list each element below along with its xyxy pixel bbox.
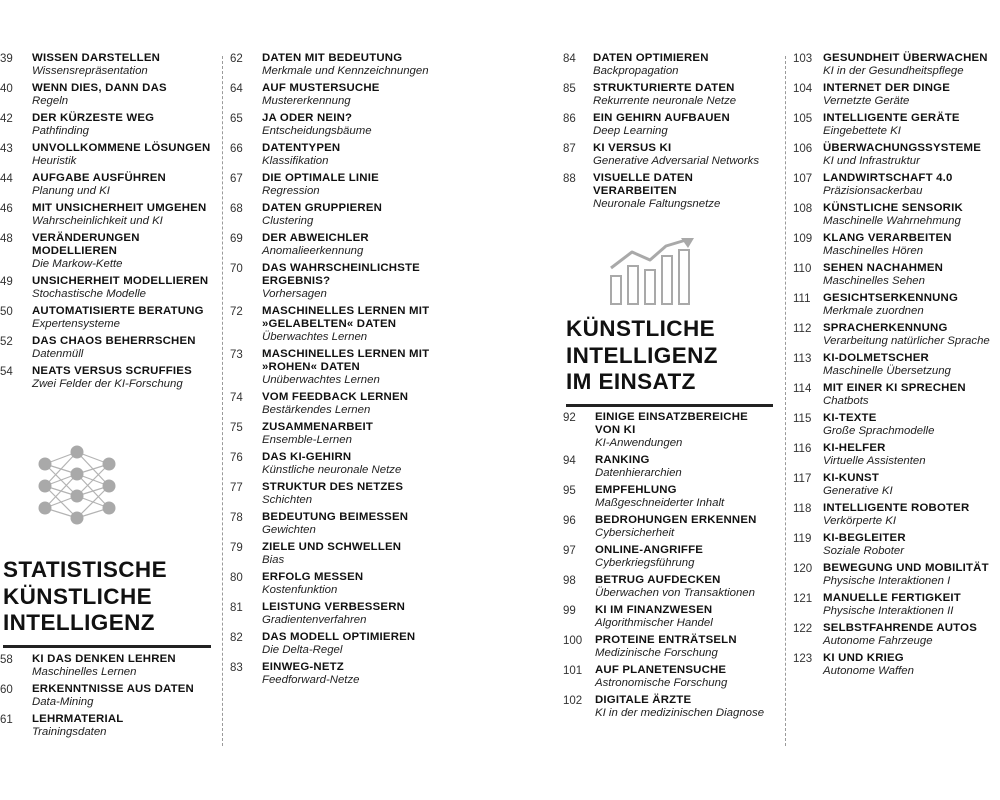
toc-entry[interactable] <box>793 322 1000 348</box>
entry-subtitle: Medizinische Forschung <box>595 647 718 659</box>
entry-subtitle: Verkörperte KI <box>823 515 897 527</box>
entry-subtitle: Astronomische Forschung <box>595 677 728 689</box>
entry-subtitle: Vernetzte Geräte <box>823 95 910 107</box>
entry-title: STRUKTURIERTE DATEN <box>593 82 735 94</box>
bar-chart-trend-icon <box>608 238 703 306</box>
page-number: 103 <box>793 53 813 65</box>
page-number: 61 <box>0 714 13 726</box>
entry-subtitle: Wissensrepräsentation <box>32 65 148 77</box>
entry-subtitle: Algorithmischer Handel <box>595 617 713 629</box>
page-number: 114 <box>793 383 812 395</box>
entry-subtitle: Gradientenverfahren <box>262 614 367 626</box>
page-number: 75 <box>230 422 243 434</box>
entry-title: ERKENNTNISSE AUS DATEN <box>32 683 194 695</box>
entry-subtitle: Maschinelles Hören <box>823 245 924 257</box>
entry-title: VERÄNDERUNGEN MODELLIEREN <box>32 232 140 257</box>
toc-entry[interactable] <box>793 292 1000 318</box>
page-number: 62 <box>230 53 243 65</box>
entry-title: LANDWIRTSCHAFT 4.0 <box>823 172 953 184</box>
entry-subtitle: Wahrscheinlichkeit und KI <box>32 215 163 227</box>
entry-subtitle: Überwachen von Transaktionen <box>595 587 755 599</box>
entry-title: DAS WAHRSCHEINLICHSTE ERGEBNIS? <box>262 262 420 287</box>
toc-entry[interactable] <box>563 634 778 660</box>
page-number: 102 <box>563 695 583 707</box>
toc-entry[interactable] <box>230 305 540 344</box>
page-number: 95 <box>563 485 576 497</box>
toc-entry[interactable] <box>0 683 215 709</box>
page-number: 87 <box>563 143 576 155</box>
entry-title: EIN GEHIRN AUFBAUEN <box>593 112 730 124</box>
entry-title: KI-HELFER <box>823 442 886 454</box>
toc-entry[interactable] <box>793 172 1000 198</box>
page-number: 113 <box>793 353 812 365</box>
entry-title: SELBSTFAHRENDE AUTOS <box>823 622 977 634</box>
entry-subtitle: Backpropagation <box>593 65 679 77</box>
entry-subtitle: Physische Interaktionen II <box>823 605 954 617</box>
entry-title: KI-BEGLEITER <box>823 532 906 544</box>
entry-title: INTERNET DER DINGE <box>823 82 951 94</box>
page-number: 81 <box>230 602 243 614</box>
toc-entry[interactable] <box>793 442 1000 468</box>
entry-title: INTELLIGENTE GERÄTE <box>823 112 960 124</box>
toc-entry[interactable] <box>0 305 215 331</box>
entry-title: ONLINE-ANGRIFFE <box>595 544 704 556</box>
entry-title: KI UND KRIEG <box>823 652 904 664</box>
toc-entry[interactable] <box>0 232 215 271</box>
toc-entry[interactable] <box>0 112 215 138</box>
entry-title: BETRUG AUFDECKEN <box>595 574 721 586</box>
toc-entry[interactable] <box>793 82 1000 108</box>
entry-subtitle: Feedforward-Netze <box>262 674 360 686</box>
entry-subtitle: Schichten <box>262 494 313 506</box>
toc-entry[interactable] <box>230 661 540 687</box>
entry-title: KI DAS DENKEN LEHREN <box>32 653 176 665</box>
toc-entry[interactable] <box>793 652 1000 678</box>
toc-entry[interactable] <box>230 421 540 447</box>
page-number: 96 <box>563 515 576 527</box>
toc-entry[interactable] <box>793 232 1000 258</box>
entry-subtitle: Neuronale Faltungsnetze <box>593 198 721 210</box>
toc-column-3-bottom <box>563 411 778 724</box>
page-number: 42 <box>0 113 13 125</box>
page-number: 116 <box>793 443 812 455</box>
toc-entry[interactable] <box>230 82 540 108</box>
page-number: 46 <box>0 203 13 215</box>
entry-subtitle: Bestärkendes Lernen <box>262 404 371 416</box>
entry-title: STRUKTUR DES NETZES <box>262 481 404 493</box>
entry-subtitle: Generative Adversarial Networks <box>593 155 760 167</box>
page-number: 74 <box>230 392 243 404</box>
page-number: 107 <box>793 173 813 185</box>
page-number: 80 <box>230 572 243 584</box>
entry-title: WENN DIES, DANN DAS <box>32 82 167 94</box>
entry-title: VOM FEEDBACK LERNEN <box>262 391 409 403</box>
toc-entry[interactable] <box>230 172 540 198</box>
entry-title: DATEN OPTIMIEREN <box>593 52 709 64</box>
toc-column-4 <box>793 52 1000 682</box>
toc-entry[interactable] <box>230 511 540 537</box>
entry-subtitle: Soziale Roboter <box>823 545 905 557</box>
toc-entry[interactable] <box>793 52 1000 78</box>
page-number: 52 <box>0 336 13 348</box>
page-number: 66 <box>230 143 243 155</box>
page-number: 115 <box>793 413 812 425</box>
toc-entry[interactable] <box>793 202 1000 228</box>
entry-title: AUF MUSTERSUCHE <box>262 82 380 94</box>
entry-subtitle: Verarbeitung natürlicher Sprache <box>823 335 990 347</box>
entry-subtitle: Pathfinding <box>32 125 89 137</box>
toc-entry[interactable] <box>230 541 540 567</box>
entry-subtitle: Gewichten <box>262 524 316 536</box>
entry-subtitle: Generative KI <box>823 485 893 497</box>
page-number: 105 <box>793 113 813 125</box>
page-number: 43 <box>0 143 13 155</box>
toc-entry[interactable] <box>563 544 778 570</box>
toc-entry[interactable] <box>230 112 540 138</box>
page-number: 88 <box>563 173 576 185</box>
entry-title: RANKING <box>595 454 650 466</box>
entry-title: KI-TEXTE <box>823 412 877 424</box>
toc-entry[interactable] <box>230 481 540 507</box>
entry-title: DAS CHAOS BEHERRSCHEN <box>32 335 196 347</box>
page-number: 112 <box>793 323 812 335</box>
page-number: 58 <box>0 654 13 666</box>
entry-subtitle: Klassifikation <box>262 155 329 167</box>
page-number: 121 <box>793 593 813 605</box>
entry-subtitle: Zwei Felder der KI-Forschung <box>32 378 183 390</box>
toc-entry[interactable] <box>0 202 215 228</box>
page-number: 82 <box>230 632 243 644</box>
toc-entry[interactable] <box>230 631 540 657</box>
entry-title: DATENTYPEN <box>262 142 341 154</box>
page-number: 60 <box>0 684 13 696</box>
toc-entry[interactable] <box>0 172 215 198</box>
toc-entry[interactable] <box>563 411 778 450</box>
toc-column-3 <box>563 52 778 215</box>
entry-title: ZUSAMMENARBEIT <box>262 421 374 433</box>
entry-subtitle: Stochastische Modelle <box>32 288 146 300</box>
page-number: 109 <box>793 233 813 245</box>
toc-entry[interactable] <box>230 142 540 168</box>
toc-entry[interactable] <box>793 112 1000 138</box>
toc-entry[interactable] <box>793 562 1000 588</box>
entry-title: DER ABWEICHLER <box>262 232 369 244</box>
section-title-statistische-ki: STATISTISCHE KÜNSTLICHE INTELLIGENZ <box>3 557 211 648</box>
page-number: 85 <box>563 83 576 95</box>
toc-entry[interactable] <box>563 514 778 540</box>
page-number: 123 <box>793 653 813 665</box>
entry-title: MIT UNSICHERHEIT UMGEHEN <box>32 202 207 214</box>
entry-subtitle: Data-Mining <box>32 696 94 708</box>
page-number: 70 <box>230 263 243 275</box>
entry-title: KI IM FINANZWESEN <box>595 604 713 616</box>
entry-subtitle: Maßgeschneiderter Inhalt <box>595 497 725 509</box>
entry-title: DIGITALE ÄRZTE <box>595 694 692 706</box>
entry-title: DATEN MIT BEDEUTUNG <box>262 52 403 64</box>
entry-subtitle: Entscheidungsbäume <box>262 125 372 137</box>
entry-title: UNSICHERHEIT MODELLIEREN <box>32 275 209 287</box>
page-number: 83 <box>230 662 243 674</box>
toc-entry[interactable] <box>563 112 778 138</box>
page-number: 84 <box>563 53 576 65</box>
toc-entry[interactable] <box>563 142 778 168</box>
page-number: 117 <box>793 473 812 485</box>
entry-title: AUF PLANETENSUCHE <box>595 664 727 676</box>
toc-entry[interactable] <box>793 502 1000 528</box>
entry-title: NEATS VERSUS SCRUFFIES <box>32 365 192 377</box>
entry-title: DAS KI-GEHIRN <box>262 451 352 463</box>
entry-subtitle: Überwachtes Lernen <box>262 331 368 343</box>
entry-subtitle: Merkmale zuordnen <box>823 305 924 317</box>
toc-entry[interactable] <box>0 82 215 108</box>
toc-column-1-bottom <box>0 653 215 743</box>
toc-entry[interactable] <box>793 142 1000 168</box>
toc-entry[interactable] <box>0 275 215 301</box>
entry-subtitle: Heuristik <box>32 155 77 167</box>
page-number: 64 <box>230 83 243 95</box>
page-number: 99 <box>563 605 576 617</box>
page-number: 120 <box>793 563 813 575</box>
entry-subtitle: Planung und KI <box>32 185 110 197</box>
entry-title: AUTOMATISIERTE BERATUNG <box>32 305 204 317</box>
neural-network-icon <box>35 444 120 534</box>
entry-subtitle: Die Delta-Regel <box>262 644 343 656</box>
entry-subtitle: Rekurrente neuronale Netze <box>593 95 737 107</box>
entry-title: MASCHINELLES LERNEN MIT »ROHEN« DATEN <box>262 348 430 373</box>
entry-title: UNVOLLKOMMENE LÖSUNGEN <box>32 142 211 154</box>
entry-subtitle: Anomalieerkennung <box>262 245 364 257</box>
page-number: 73 <box>230 349 243 361</box>
page-number: 118 <box>793 503 812 515</box>
toc-entry[interactable] <box>563 664 778 690</box>
page-number: 40 <box>0 83 13 95</box>
page-number: 68 <box>230 203 243 215</box>
toc-entry[interactable] <box>793 352 1000 378</box>
page-number: 79 <box>230 542 243 554</box>
entry-subtitle: Maschinelle Wahrnehmung <box>823 215 961 227</box>
entry-subtitle: Merkmale und Kennzeichnungen <box>262 65 429 77</box>
toc-entry[interactable] <box>230 391 540 417</box>
entry-subtitle: Maschinelle Übersetzung <box>823 365 951 377</box>
toc-entry[interactable] <box>793 412 1000 438</box>
toc-entry[interactable] <box>793 592 1000 618</box>
toc-entry[interactable] <box>230 571 540 597</box>
entry-subtitle: KI und Infrastruktur <box>823 155 920 167</box>
entry-title: INTELLIGENTE ROBOTER <box>823 502 970 514</box>
toc-entry[interactable] <box>563 172 778 211</box>
entry-subtitle: Regeln <box>32 95 69 107</box>
entry-subtitle: Bias <box>262 554 285 566</box>
toc-entry[interactable] <box>0 335 215 361</box>
page-number: 69 <box>230 233 243 245</box>
page-number: 86 <box>563 113 576 125</box>
entry-title: VISUELLE DATEN VERARBEITEN <box>593 172 694 197</box>
toc-entry[interactable] <box>563 52 778 78</box>
entry-title: GESICHTSERKENNUNG <box>823 292 959 304</box>
entry-subtitle: Vorhersagen <box>262 288 327 300</box>
toc-entry[interactable] <box>0 142 215 168</box>
toc-entry[interactable] <box>230 262 540 301</box>
entry-subtitle: Mustererkennung <box>262 95 351 107</box>
entry-subtitle: Große Sprachmodelle <box>823 425 935 437</box>
entry-subtitle: Maschinelles Sehen <box>823 275 925 287</box>
entry-subtitle: Chatbots <box>823 395 869 407</box>
page-number: 50 <box>0 306 13 318</box>
entry-subtitle: KI-Anwendungen <box>595 437 683 449</box>
entry-title: ZIELE UND SCHWELLEN <box>262 541 402 553</box>
entry-subtitle: Datenmüll <box>32 348 84 360</box>
page-number: 76 <box>230 452 243 464</box>
entry-subtitle: Die Markow-Kette <box>32 258 123 270</box>
page-number: 106 <box>793 143 813 155</box>
entry-subtitle: Cybersicherheit <box>595 527 675 539</box>
toc-entry[interactable] <box>0 365 215 391</box>
toc-entry[interactable] <box>793 382 1000 408</box>
page-number: 122 <box>793 623 813 635</box>
entry-title: EMPFEHLUNG <box>595 484 677 496</box>
entry-title: KI-KUNST <box>823 472 880 484</box>
entry-subtitle: KI in der medizinischen Diagnose <box>595 707 765 719</box>
toc-entry[interactable] <box>0 653 215 679</box>
page-number: 78 <box>230 512 243 524</box>
toc-entry[interactable] <box>230 202 540 228</box>
page-number: 97 <box>563 545 576 557</box>
entry-title: DIE OPTIMALE LINIE <box>262 172 379 184</box>
page-number: 104 <box>793 83 813 95</box>
column-divider <box>785 56 786 746</box>
entry-subtitle: Physische Interaktionen I <box>823 575 951 587</box>
entry-title: MIT EINER KI SPRECHEN <box>823 382 966 394</box>
page-number: 65 <box>230 113 243 125</box>
toc-entry[interactable] <box>563 484 778 510</box>
entry-subtitle: Autonome Fahrzeuge <box>823 635 933 647</box>
page-number: 111 <box>793 293 811 305</box>
entry-subtitle: Eingebettete KI <box>823 125 901 137</box>
page-number: 54 <box>0 366 13 378</box>
entry-subtitle: Expertensysteme <box>32 318 120 330</box>
toc-entry[interactable] <box>563 82 778 108</box>
toc-entry[interactable] <box>230 601 540 627</box>
toc-entry[interactable] <box>563 694 778 720</box>
entry-subtitle: Datenhierarchien <box>595 467 682 479</box>
page-number: 72 <box>230 306 243 318</box>
entry-title: AUFGABE AUSFÜHREN <box>32 172 166 184</box>
toc-entry[interactable] <box>0 52 215 78</box>
toc-entry[interactable] <box>230 348 540 387</box>
page-number: 110 <box>793 263 812 275</box>
entry-subtitle: Präzisionsackerbau <box>823 185 923 197</box>
entry-title: MASCHINELLES LERNEN MIT »GELABELTEN« DATEN <box>262 305 430 330</box>
entry-title: BEWEGUNG UND MOBILITÄT <box>823 562 989 574</box>
entry-subtitle: Künstliche neuronale Netze <box>262 464 402 476</box>
page-number: 44 <box>0 173 13 185</box>
entry-title: KI VERSUS KI <box>593 142 672 154</box>
entry-title: DAS MODELL OPTIMIEREN <box>262 631 416 643</box>
entry-title: EINIGE EINSATZBEREICHE VON KI <box>595 411 748 436</box>
toc-entry[interactable] <box>230 451 540 477</box>
page-number: 39 <box>0 53 13 65</box>
entry-title: BEDROHUNGEN ERKENNEN <box>595 514 757 526</box>
entry-title: BEDEUTUNG BEIMESSEN <box>262 511 409 523</box>
entry-subtitle: KI in der Gesundheitspflege <box>823 65 964 77</box>
entry-subtitle: Clustering <box>262 215 314 227</box>
entry-title: PROTEINE ENTRÄTSELN <box>595 634 737 646</box>
page-number: 94 <box>563 455 576 467</box>
page-number: 119 <box>793 533 812 545</box>
entry-subtitle: Unüberwachtes Lernen <box>262 374 380 386</box>
toc-entry[interactable] <box>793 262 1000 288</box>
entry-title: DER KÜRZESTE WEG <box>32 112 155 124</box>
column-divider <box>222 56 223 746</box>
entry-subtitle: Regression <box>262 185 320 197</box>
page-number: 67 <box>230 173 243 185</box>
entry-subtitle: Maschinelles Lernen <box>32 666 137 678</box>
toc-column-1 <box>0 52 215 395</box>
entry-subtitle: Trainingsdaten <box>32 726 107 738</box>
entry-title: ÜBERWACHUNGSSYSTEME <box>823 142 982 154</box>
page-number: 100 <box>563 635 583 647</box>
entry-title: EINWEG-NETZ <box>262 661 344 673</box>
entry-title: KLANG VERARBEITEN <box>823 232 952 244</box>
toc-entry[interactable] <box>230 52 540 78</box>
page-number: 92 <box>563 412 576 424</box>
toc-entry[interactable] <box>230 232 540 258</box>
page-number: 101 <box>563 665 583 677</box>
entry-title: LEHRMATERIAL <box>32 713 124 725</box>
toc-entry[interactable] <box>793 532 1000 558</box>
entry-title: JA ODER NEIN? <box>262 112 353 124</box>
toc-entry[interactable] <box>563 574 778 600</box>
entry-title: GESUNDHEIT ÜBERWACHEN <box>823 52 988 64</box>
toc-entry[interactable] <box>563 454 778 480</box>
page-number: 108 <box>793 203 813 215</box>
page-number: 98 <box>563 575 576 587</box>
entry-title: SPRACHERKENNUNG <box>823 322 948 334</box>
entry-subtitle: Cyberkriegsführung <box>595 557 695 569</box>
page-number: 49 <box>0 276 13 288</box>
section-title-ki-im-einsatz: KÜNSTLICHE INTELLIGENZ IM EINSATZ <box>566 316 773 407</box>
toc-entry[interactable] <box>793 472 1000 498</box>
entry-subtitle: Virtuelle Assistenten <box>823 455 926 467</box>
entry-subtitle: Deep Learning <box>593 125 668 137</box>
entry-subtitle: Autonome Waffen <box>823 665 914 677</box>
page-number: 77 <box>230 482 243 494</box>
toc-entry[interactable] <box>563 604 778 630</box>
entry-subtitle: Kostenfunktion <box>262 584 338 596</box>
entry-title: KÜNSTLICHE SENSORIK <box>823 202 963 214</box>
entry-title: ERFOLG MESSEN <box>262 571 364 583</box>
page-number: 48 <box>0 233 13 245</box>
entry-title: DATEN GRUPPIEREN <box>262 202 383 214</box>
entry-title: MANUELLE FERTIGKEIT <box>823 592 961 604</box>
entry-title: SEHEN NACHAHMEN <box>823 262 944 274</box>
entry-title: KI-DOLMETSCHER <box>823 352 929 364</box>
entry-title: WISSEN DARSTELLEN <box>32 52 161 64</box>
entry-subtitle: Ensemble-Lernen <box>262 434 352 446</box>
entry-title: LEISTUNG VERBESSERN <box>262 601 406 613</box>
toc-column-2 <box>230 52 540 691</box>
toc-entry[interactable] <box>793 622 1000 648</box>
toc-entry[interactable] <box>0 713 215 739</box>
